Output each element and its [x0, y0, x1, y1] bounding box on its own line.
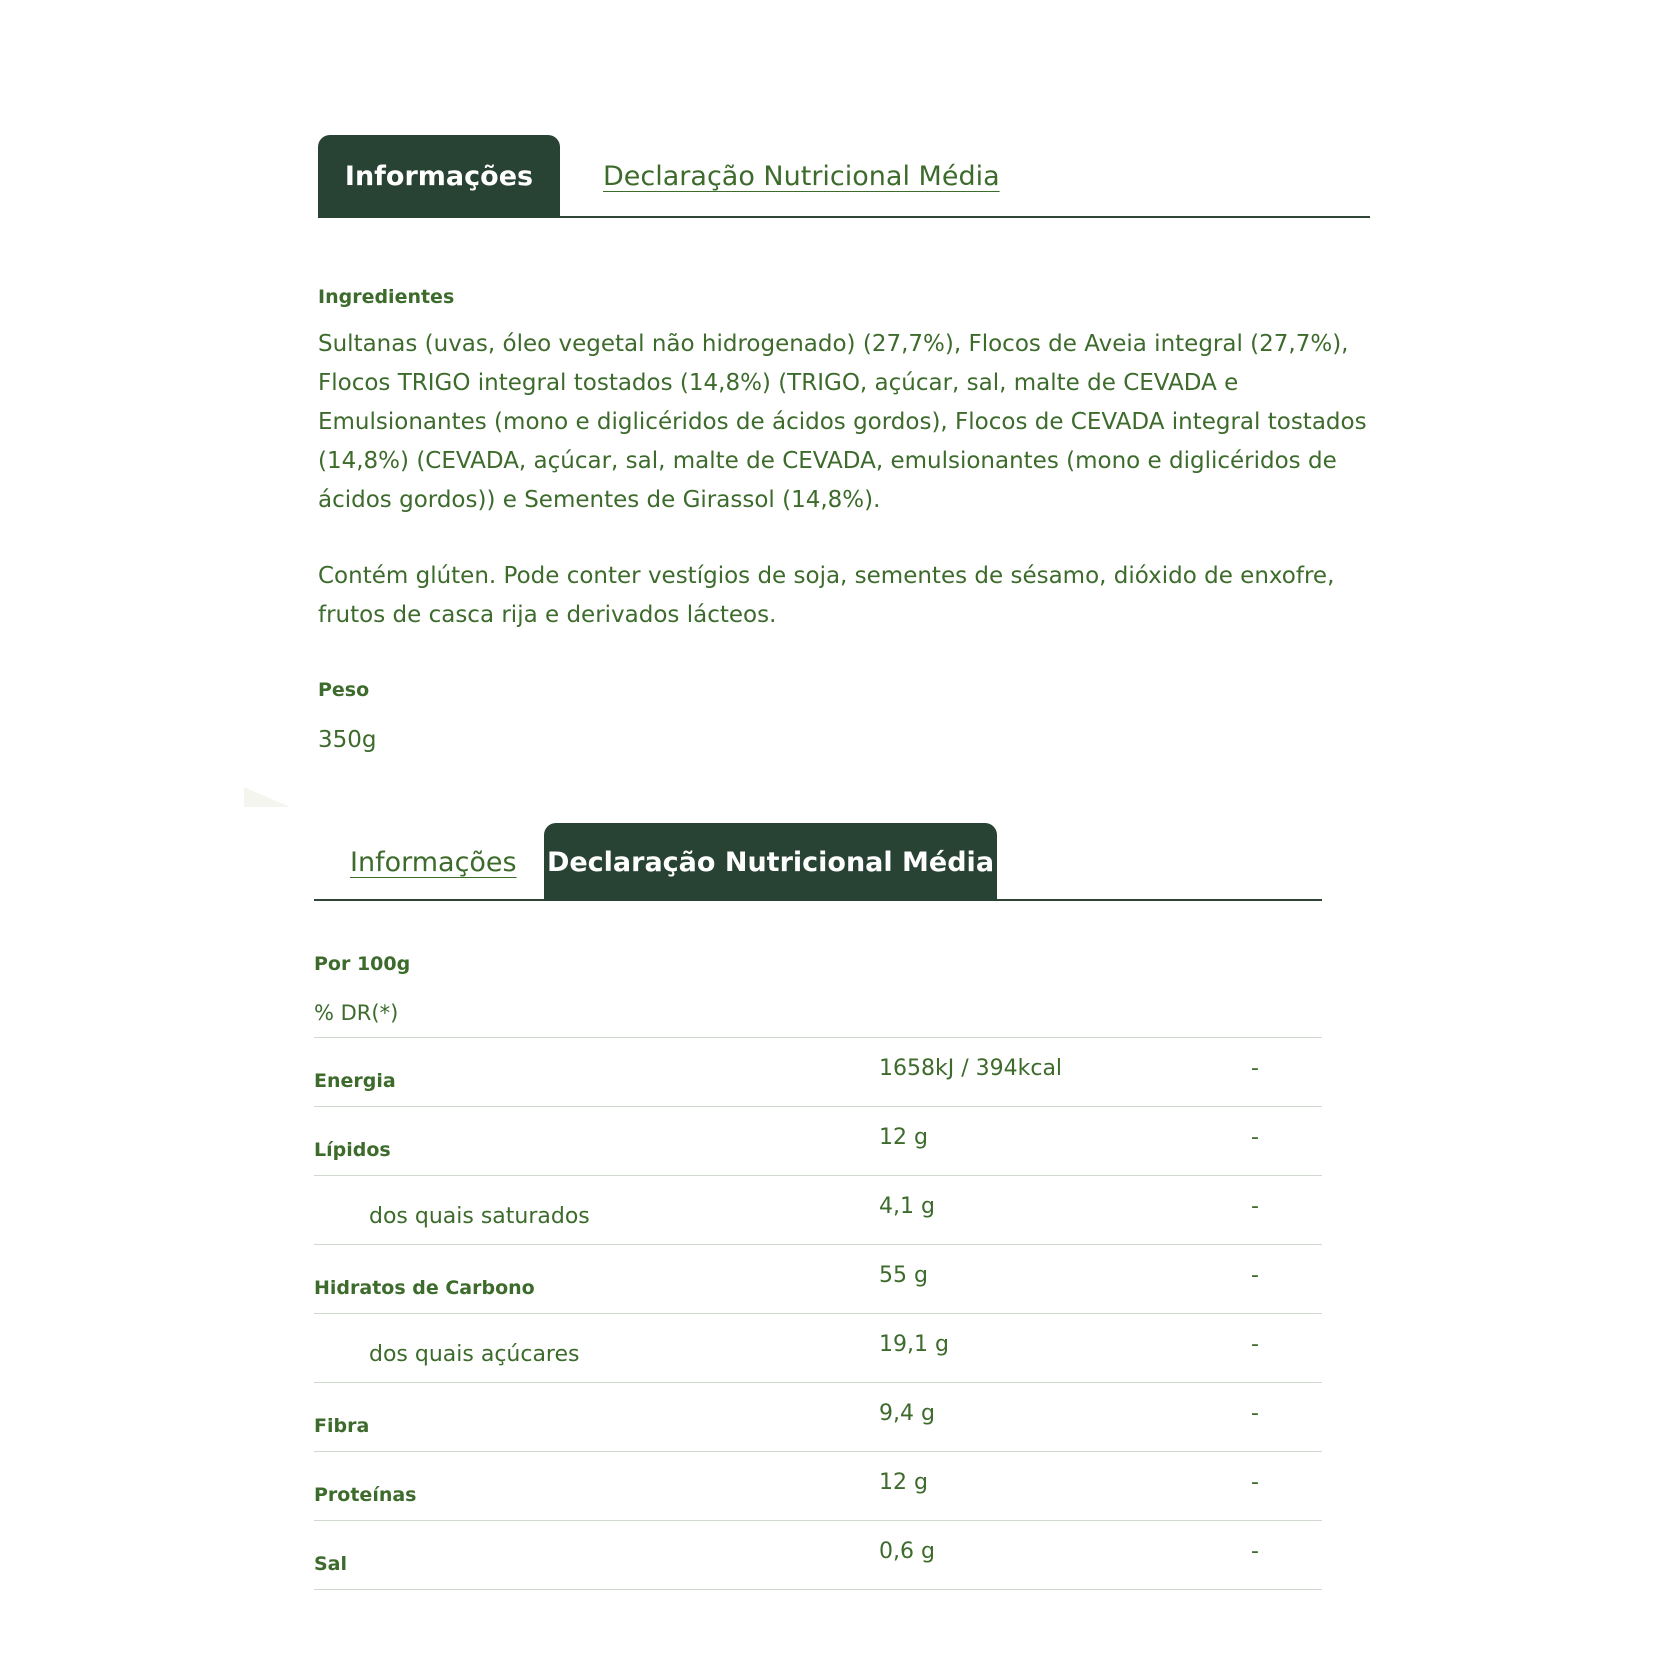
dr-label: % DR(*): [314, 1001, 399, 1025]
tab-bar: [314, 822, 1322, 901]
table-row: [314, 1038, 1322, 1107]
ingredients-heading: Ingredientes: [318, 286, 455, 308]
nutrient-value: 9,4 g: [879, 1401, 935, 1426]
nutrient-value: 0,6 g: [879, 1539, 935, 1564]
nutrient-value: 4,1 g: [879, 1194, 935, 1219]
nutrient-name: dos quais açúcares: [369, 1342, 580, 1367]
informacoes-panel: [318, 133, 1370, 760]
nutrient-name: Proteínas: [314, 1484, 417, 1506]
nutrient-dr: -: [1251, 1125, 1259, 1150]
nutrient-value: 55 g: [879, 1263, 928, 1288]
nutrient-value: 1658kJ / 394kcal: [879, 1056, 1063, 1081]
nutrient-name: Sal: [314, 1553, 348, 1575]
ingredients-text: Sultanas (uvas, óleo vegetal não hidrogenado) (27,7%), Flocos de Aveia integral (27,7%), Flocos TRIGO integral tostados (14,8%) (TRIGO, açúcar, sal, malte de CEVADA e Emulsionantes (mono e diglicéridos de ácidos gordos), Flocos de CEVADA integral tostados (14,8%) (CEVADA, açúcar, sal, malte de CEVADA, emulsionantes (mono e diglicéridos de ácidos gordos)) e Sementes de Girassol (14,8%).: [318, 331, 1367, 513]
nutrient-value: 12 g: [879, 1125, 928, 1150]
table-row: [314, 1521, 1322, 1590]
nutrient-dr: -: [1251, 1470, 1259, 1495]
table-row: [314, 1245, 1322, 1314]
nutrient-dr: -: [1251, 1194, 1259, 1219]
nutrient-name: Hidratos de Carbono: [314, 1277, 535, 1299]
table-row: [314, 1383, 1322, 1452]
nutrient-name: Energia: [314, 1070, 396, 1092]
nutrient-dr: -: [1251, 1539, 1259, 1564]
nutrient-name: dos quais saturados: [369, 1204, 590, 1229]
tab-informacoes[interactable]: Informações: [318, 135, 560, 218]
peso-value: 350g: [318, 727, 377, 753]
table-row: [314, 1452, 1322, 1521]
decorative-triangle: [244, 787, 290, 807]
nutrient-value: 12 g: [879, 1470, 928, 1495]
nutrient-dr: -: [1251, 1401, 1259, 1426]
nutrient-dr: -: [1251, 1056, 1259, 1081]
per-100g-label: Por 100g: [314, 953, 411, 975]
table-row: [314, 1107, 1322, 1176]
tab-declaracao-nutricional[interactable]: Declaração Nutricional Média: [544, 823, 997, 901]
nutrient-name: Fibra: [314, 1415, 370, 1437]
table-row: [314, 1176, 1322, 1245]
tab-declaracao-nutricional[interactable]: Declaração Nutricional Média: [603, 161, 1000, 192]
nutrition-table: [314, 1037, 1322, 1590]
tab-bar: [318, 133, 1370, 218]
allergens-text: Contém glúten. Pode conter vestígios de soja, sementes de sésamo, dióxido de enxofre, frutos de casca rija e derivados lácteos.: [318, 563, 1335, 628]
table-row: [314, 1314, 1322, 1383]
nutrient-name: Lípidos: [314, 1139, 391, 1161]
nutrient-value: 19,1 g: [879, 1332, 949, 1357]
tab-informacoes[interactable]: Informações: [350, 846, 517, 878]
nutrient-dr: -: [1251, 1263, 1259, 1288]
peso-heading: Peso: [318, 679, 370, 701]
nutrient-dr: -: [1251, 1332, 1259, 1357]
nutrition-panel: [314, 822, 1322, 1590]
